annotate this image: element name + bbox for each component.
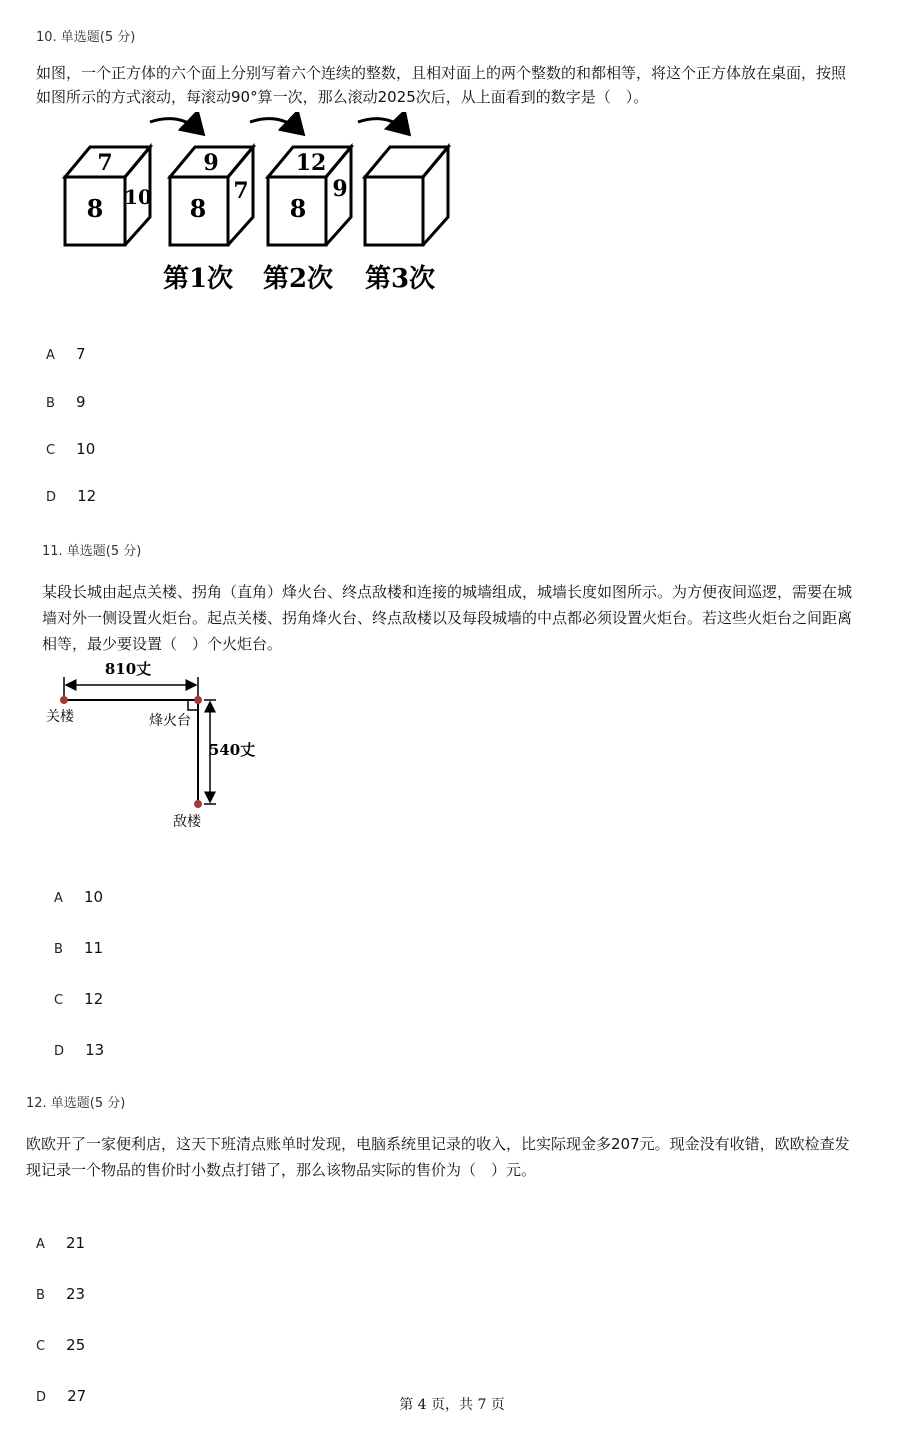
option-letter: D (46, 490, 57, 505)
cube-2-top-number: 9 (203, 150, 219, 176)
cube-3-front-number: 8 (289, 194, 307, 223)
option-text: 12 (77, 487, 97, 505)
question-11-header: 11. 单选题(5 分) (42, 544, 142, 559)
roll-label-2: 第2次 (262, 264, 334, 294)
option-letter: B (54, 942, 63, 957)
question-11-line-1: 某段长城由起点关楼、拐角（直角）烽火台、终点敌楼和连接的城墙组成，城墙长度如图所示。为方便夜间巡逻，需要在城 (42, 583, 853, 601)
option-11-b[interactable] (54, 938, 103, 957)
corner-point (194, 696, 202, 704)
option-10-d[interactable] (46, 486, 96, 505)
option-10-c[interactable] (46, 439, 95, 458)
option-letter: A (36, 1237, 45, 1252)
cube-1-side-number: 10 (124, 185, 152, 209)
option-12-a[interactable] (36, 1233, 85, 1252)
question-10-line-1: 如图，一个正方体的六个面上分别写着六个连续的整数，且相对面上的两个整数的和都相等，将这个正方体放在桌面，按照 (36, 64, 847, 82)
roll-arrow-1 (150, 119, 201, 132)
start-point (60, 696, 68, 704)
cube-4-blank (365, 147, 448, 245)
question-11-line-2: 墙对外一侧设置火炬台。起点关楼、拐角烽火台、终点敌楼以及每段城墙的中点都必须设置火炬台。若这些火炬台之间距离 (42, 609, 853, 627)
option-letter: D (54, 1044, 65, 1059)
end-label: 敌楼 (173, 814, 201, 830)
cube-2-side-number: 7 (233, 178, 249, 204)
question-12-line-2: 现记录一个物品的售价时小数点打错了，那么该物品实际的售价为（ ）元。 (26, 1161, 537, 1179)
end-point (194, 800, 202, 808)
cube-2-front-number: 8 (189, 194, 207, 223)
side-wall-length: 540丈 (208, 741, 256, 759)
option-letter: C (36, 1339, 46, 1354)
option-text: 10 (76, 440, 96, 458)
option-letter: A (54, 891, 63, 906)
option-letter: C (54, 993, 64, 1008)
question-11-line-3: 相等，最少要设置（ ）个火炬台。 (42, 635, 283, 653)
option-text: 10 (84, 888, 104, 906)
cube-3-top-number: 12 (295, 150, 327, 176)
option-11-c[interactable] (54, 989, 103, 1008)
start-label: 关楼 (46, 709, 74, 725)
option-letter: C (46, 443, 56, 458)
option-text: 13 (85, 1041, 105, 1059)
option-10-b[interactable] (46, 392, 86, 411)
cube-3-side-number: 9 (332, 176, 348, 202)
option-11-a[interactable] (54, 887, 103, 906)
option-text: 12 (84, 990, 104, 1008)
option-text: 7 (76, 345, 86, 363)
option-10-a[interactable] (46, 344, 86, 363)
option-text: 23 (66, 1285, 86, 1303)
cube-rolling-figure (55, 112, 475, 302)
option-letter: B (46, 396, 55, 411)
option-letter: B (36, 1288, 45, 1303)
cube-1-top-number: 7 (97, 150, 113, 176)
question-10-header: 10. 单选题(5 分) (36, 30, 136, 45)
option-letter: A (46, 348, 55, 363)
option-12-c[interactable] (36, 1335, 85, 1354)
roll-arrow-2 (250, 119, 301, 132)
question-10-line-2: 如图所示的方式滚动，每滚动90°算一次，那么滚动2025次后，从上面看到的数字是（ ）。 (36, 88, 649, 106)
option-text: 21 (66, 1234, 86, 1252)
roll-label-3: 第3次 (364, 264, 436, 294)
question-12-line-1: 欧欧开了一家便利店，这天下班清点账单时发现，电脑系统里记录的收入，比实际现金多207元。现金没有收错，欧欧检查发 (26, 1135, 850, 1153)
option-text: 11 (84, 939, 104, 957)
option-letter: D (36, 1390, 47, 1405)
option-text: 9 (76, 393, 86, 411)
page-number-footer: 第 4 页，共 7 页 (399, 1397, 505, 1413)
corner-label: 烽火台 (149, 713, 191, 729)
great-wall-figure (40, 655, 280, 835)
option-text: 27 (67, 1387, 87, 1405)
roll-label-1: 第1次 (162, 264, 234, 294)
option-text: 25 (66, 1336, 86, 1354)
cube-1-front-number: 8 (86, 194, 104, 223)
question-12-header: 12. 单选题(5 分) (26, 1096, 126, 1111)
option-11-d[interactable] (54, 1040, 104, 1059)
option-12-b[interactable] (36, 1284, 85, 1303)
roll-arrow-3 (358, 119, 407, 132)
top-wall-length: 810丈 (104, 660, 152, 678)
